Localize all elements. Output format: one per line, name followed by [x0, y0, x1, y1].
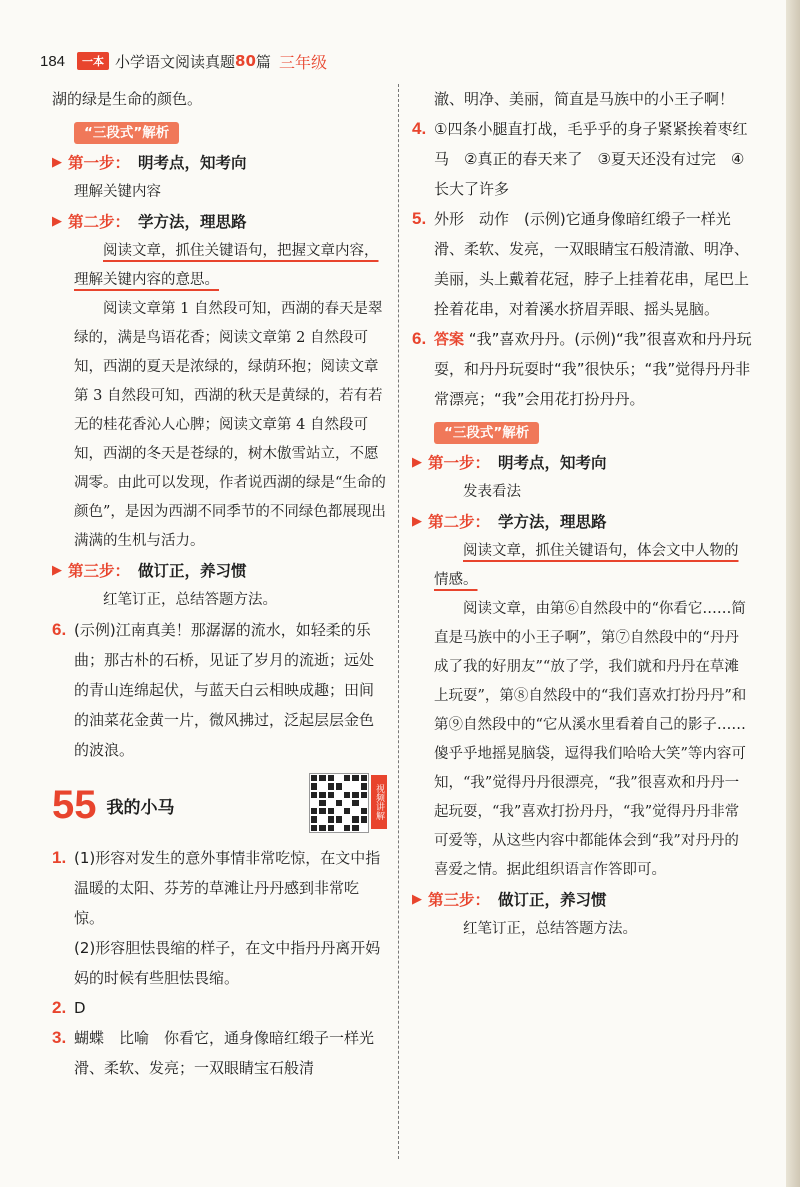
lesson-number: 55	[52, 782, 97, 827]
question-number: 6.	[412, 329, 427, 348]
step-content: 红笔订正，总结答题方法。	[463, 921, 637, 937]
answer-2	[52, 993, 387, 1023]
step-detail: 阅读文章第 1 自然段可知，西湖的春天是翠绿的，满是鸟语花香；阅读文章第 2 自然段可知，西湖的夏天是浓绿的，绿荫环抱；阅读文章第 3 自然段可知，西湖的秋天是黄绿的，若有若无的桂花香沁人心脾；阅读文章第 4 自然段可知，西湖的冬天是苍绿的，树木傲雪站立，不愿凋零。由此可以发现，作者说西湖的绿是“生命的颜色”，是因为西湖不同季节的不同绿色都展现出满满的生机与活力。	[74, 301, 386, 549]
answer-6	[52, 615, 387, 765]
step-2	[412, 507, 752, 537]
book-title-num: 80	[235, 52, 256, 70]
page-edge	[786, 0, 800, 1187]
step-title: 做订正，养习惯	[138, 562, 247, 580]
brand-logo: 一本	[77, 52, 109, 70]
step-label: 第一步：	[68, 154, 131, 172]
answer-text: (示例)江南真美！那潺潺的流水，如轻柔的乐曲；那古朴的石桥，见证了岁月的流逝；远处的青山连绵起伏，与蓝天白云相映成趣；田间的油菜花金黄一片，微风拂过，泛起层层金色的波浪。	[74, 621, 375, 759]
question-number: 5.	[412, 209, 427, 228]
step-1	[52, 148, 387, 178]
arrow-icon: ▶	[52, 563, 62, 578]
qr-code-icon[interactable]	[309, 773, 369, 833]
answer-part-2: (2)形容胆怯畏缩的样子，在文中指丹丹离开妈妈的时候有些胆怯畏缩。	[74, 939, 381, 987]
arrow-icon: ▶	[412, 892, 422, 907]
qr-label: 视频讲解	[371, 775, 387, 829]
step-3	[412, 885, 752, 915]
step-label: 第三步：	[68, 562, 131, 580]
question-number: 3.	[52, 1028, 67, 1047]
arrow-icon: ▶	[52, 155, 62, 170]
answer-text: “我”喜欢丹丹。(示例)“我”很喜欢和丹丹玩耍，和丹丹玩耍时“我”很快乐；“我”觉得丹丹非常漂亮；“我”会用花打扮丹丹。	[434, 330, 752, 408]
step-title: 学方法，理思路	[498, 513, 607, 531]
continuation-text: 湖的绿是生命的颜色。	[52, 90, 203, 108]
step-method: 阅读文章，抓住关键语句，体会文中人物的情感。	[434, 543, 739, 588]
step-title: 做订正，养习惯	[498, 891, 607, 909]
step-1	[412, 448, 752, 478]
arrow-icon: ▶	[412, 514, 422, 529]
step-content: 发表看法	[463, 484, 521, 500]
answer-3	[52, 1023, 387, 1083]
step-label: 第三步：	[428, 891, 491, 909]
step-title: 明考点，知考向	[498, 454, 607, 472]
question-number: 4.	[412, 119, 427, 138]
step-content: 红笔订正，总结答题方法。	[103, 592, 277, 608]
column-divider	[398, 84, 399, 1159]
analysis-tag: “三段式”解析	[434, 422, 539, 444]
page-number: 184	[40, 52, 66, 70]
question-number: 2.	[52, 998, 67, 1017]
answer-5	[412, 204, 752, 324]
question-number: 6.	[52, 620, 67, 639]
answer-4	[412, 114, 752, 204]
step-title: 明考点，知考向	[138, 154, 247, 172]
answer-part-1: (1)形容对发生的意外事情非常吃惊，在文中指温暖的太阳、芬芳的草滩让丹丹感到非常吃惊。	[74, 849, 381, 927]
answer-text: 蝴蝶 比喻 你看它，通身像暗红缎子一样光滑、柔软、发亮；一双眼睛宝石般清	[74, 1029, 375, 1077]
continuation-text: 澈、明净、美丽，简直是马族中的小王子啊！	[434, 90, 735, 108]
step-detail: 阅读文章，由第⑥自然段中的“你看它……简直是马族中的小王子啊”，第⑦自然段中的“丹丹成了我的好朋友”“放了学，我们就和丹丹在草滩上玩耍”，第⑧自然段中的“我们喜欢打扮丹丹”和第⑨自然段中的“它从溪水里看着自己的影子……傻乎乎地摇晃脑袋，逗得我们哈哈大笑”等内容可知，“我”觉得丹丹很漂亮，“我”很喜欢和丹丹一起玩耍，“我”喜欢打扮丹丹，“我”觉得丹丹非常可爱等，从这些内容中都能体会到“我”对丹丹的喜爱之情。据此组织语言作答即可。	[434, 601, 747, 878]
answer-text: 外形 动作 (示例)它通身像暗红缎子一样光滑、柔软、发亮，一双眼睛宝石般清澈、明净、美丽，头上戴着花冠，脖子上挂着花串，尾巴上拴着花串，对着溪水挤眉弄眼、摇头晃脑。	[434, 210, 750, 318]
answer-label: 答案	[434, 330, 465, 348]
step-label: 第二步：	[68, 213, 131, 231]
step-label: 第二步：	[428, 513, 491, 531]
step-method: 阅读文章，抓住关键语句，把握文章内容，理解关键内容的意思。	[74, 243, 379, 288]
step-2	[52, 207, 387, 237]
page-header	[40, 50, 327, 72]
book-title-suffix: 篇	[255, 52, 271, 71]
answer-6	[412, 324, 752, 414]
arrow-icon: ▶	[52, 214, 62, 229]
step-title: 学方法，理思路	[138, 213, 247, 231]
answer-text: ①四条小腿直打战，毛乎乎的身子紧紧挨着枣红马 ②真正的春天来了 ③夏天还没有过完 ④长大了许多	[434, 120, 748, 198]
lesson-header	[52, 779, 387, 831]
step-label: 第一步：	[428, 454, 491, 472]
answer-text: D	[74, 999, 86, 1017]
grade-label: 三年级	[278, 52, 327, 72]
answer-1	[52, 843, 387, 993]
right-column	[412, 84, 752, 944]
book-title-prefix: 小学语文阅读真题	[115, 52, 236, 71]
step-3	[52, 556, 387, 586]
left-column	[52, 84, 387, 1083]
arrow-icon: ▶	[412, 455, 422, 470]
analysis-tag: “三段式”解析	[74, 122, 179, 144]
question-number: 1.	[52, 848, 67, 867]
step-content: 理解关键内容	[74, 184, 161, 200]
lesson-title: 我的小马	[106, 797, 175, 818]
